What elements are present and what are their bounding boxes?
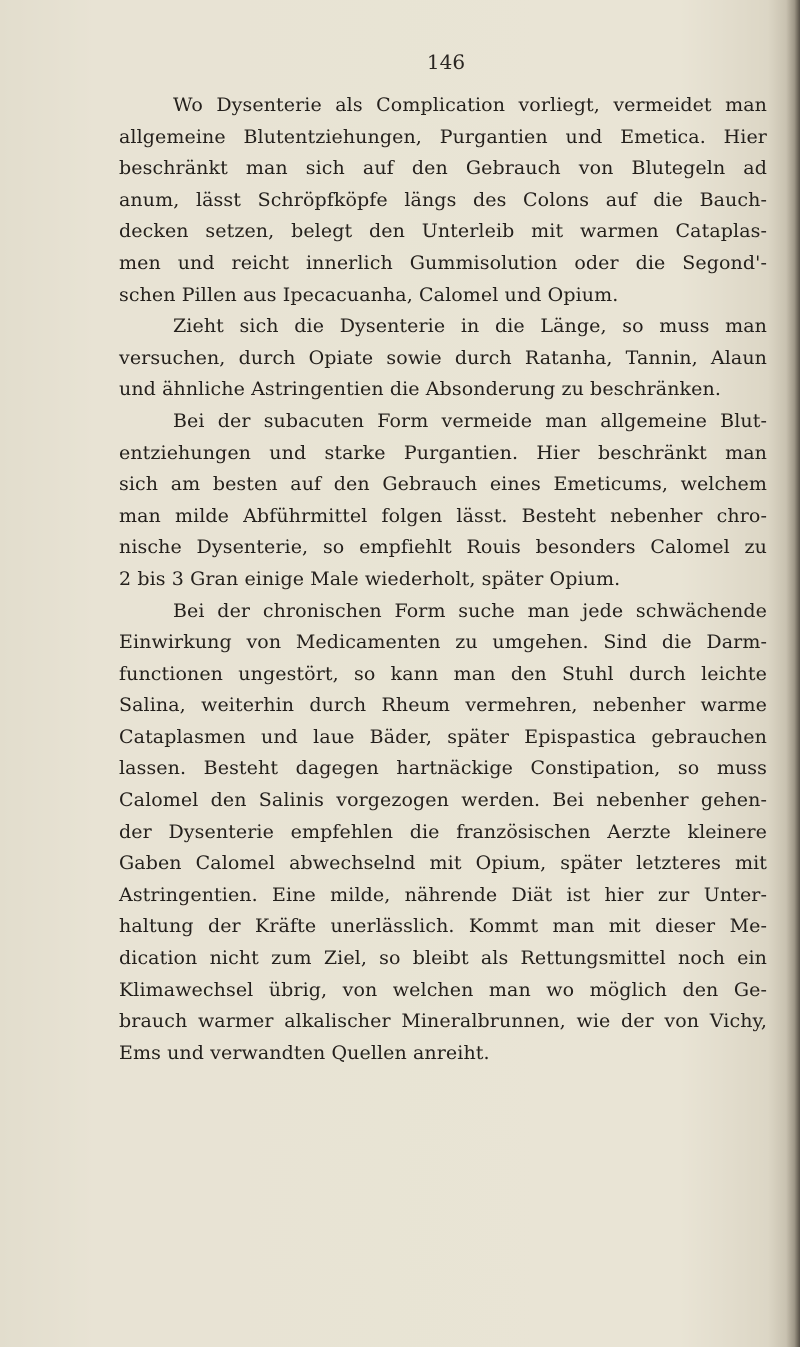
text-line: und ähnliche Astringentien die Absonderung zu beschränken.: [119, 378, 721, 401]
text-line: man milde Abführmittel folgen lässt. Besteht nebenher chro-: [119, 504, 767, 527]
text-line: Zieht sich die Dysenterie in die Länge, so muss man: [173, 315, 767, 338]
text-line: nische Dysenterie, so empfiehlt Rouis besonders Calomel zu: [119, 536, 767, 559]
text-line: functionen ungestört, so kann man den Stuhl durch leichte: [119, 662, 767, 685]
text-line: men und reicht innerlich Gummisolution oder die Segond'-: [119, 251, 767, 274]
text-line: Calomel den Salinis vorgezogen werden. Bei nebenher gehen-: [119, 789, 767, 812]
text-line: Klimawechsel übrig, von welchen man wo möglich den Ge-: [119, 978, 767, 1001]
page-number: 146: [426, 50, 466, 74]
text-line: anum, lässt Schröpfköpfe längs des Colons auf die Bauch-: [119, 188, 767, 211]
body-text: [119, 90, 767, 1069]
text-line: lassen. Besteht dagegen hartnäckige Constipation, so muss: [119, 757, 767, 780]
text-line: Ems und verwandten Quellen anreiht.: [119, 1041, 490, 1064]
text-line: brauch warmer alkalischer Mineralbrunnen, wie der von Vichy,: [119, 1010, 767, 1033]
text-line: sich am besten auf den Gebrauch eines Emeticums, welchem: [119, 473, 767, 496]
text-line: der Dysenterie empfehlen die französischen Aerzte kleinere: [119, 820, 767, 843]
page-edge-shadow: [786, 0, 800, 1347]
text-line: versuchen, durch Opiate sowie durch Ratanha, Tannin, Alaun: [119, 346, 767, 369]
text-line: Cataplasmen und laue Bäder, später Epispastica gebrauchen: [119, 725, 767, 748]
text-line: Bei der subacuten Form vermeide man allgemeine Blut-: [173, 409, 767, 432]
text-line: 2 bis 3 Gran einige Male wiederholt, später Opium.: [119, 567, 621, 590]
text-line: Salina, weiterhin durch Rheum vermehren, nebenher warme: [119, 694, 767, 717]
text-line: Gaben Calomel abwechselnd mit Opium, später letzteres mit: [119, 852, 767, 875]
text-line: Astringentien. Eine milde, nährende Diät ist hier zur Unter-: [119, 883, 767, 906]
text-line: haltung der Kräfte unerlässlich. Kommt man mit dieser Me-: [119, 915, 767, 938]
text-line: allgemeine Blutentziehungen, Purgantien und Emetica. Hier: [119, 125, 767, 148]
text-line: Bei der chronischen Form suche man jede schwächende: [173, 599, 767, 622]
text-line: Wo Dysenterie als Complication vorliegt, vermeidet man: [173, 94, 767, 116]
text-line: beschränkt man sich auf den Gebrauch von Blutegeln ad: [119, 157, 767, 180]
text-line: schen Pillen aus Ipecacuanha, Calomel und Opium.: [119, 283, 619, 306]
text-line: decken setzen, belegt den Unterleib mit warmen Cataplas-: [119, 220, 767, 243]
text-line: dication nicht zum Ziel, so bleibt als Rettungsmittel noch ein: [119, 947, 767, 970]
text-line: entziehungen und starke Purgantien. Hier beschränkt man: [119, 441, 767, 464]
text-line: Einwirkung von Medicamenten zu umgehen. Sind die Darm-: [119, 631, 767, 654]
